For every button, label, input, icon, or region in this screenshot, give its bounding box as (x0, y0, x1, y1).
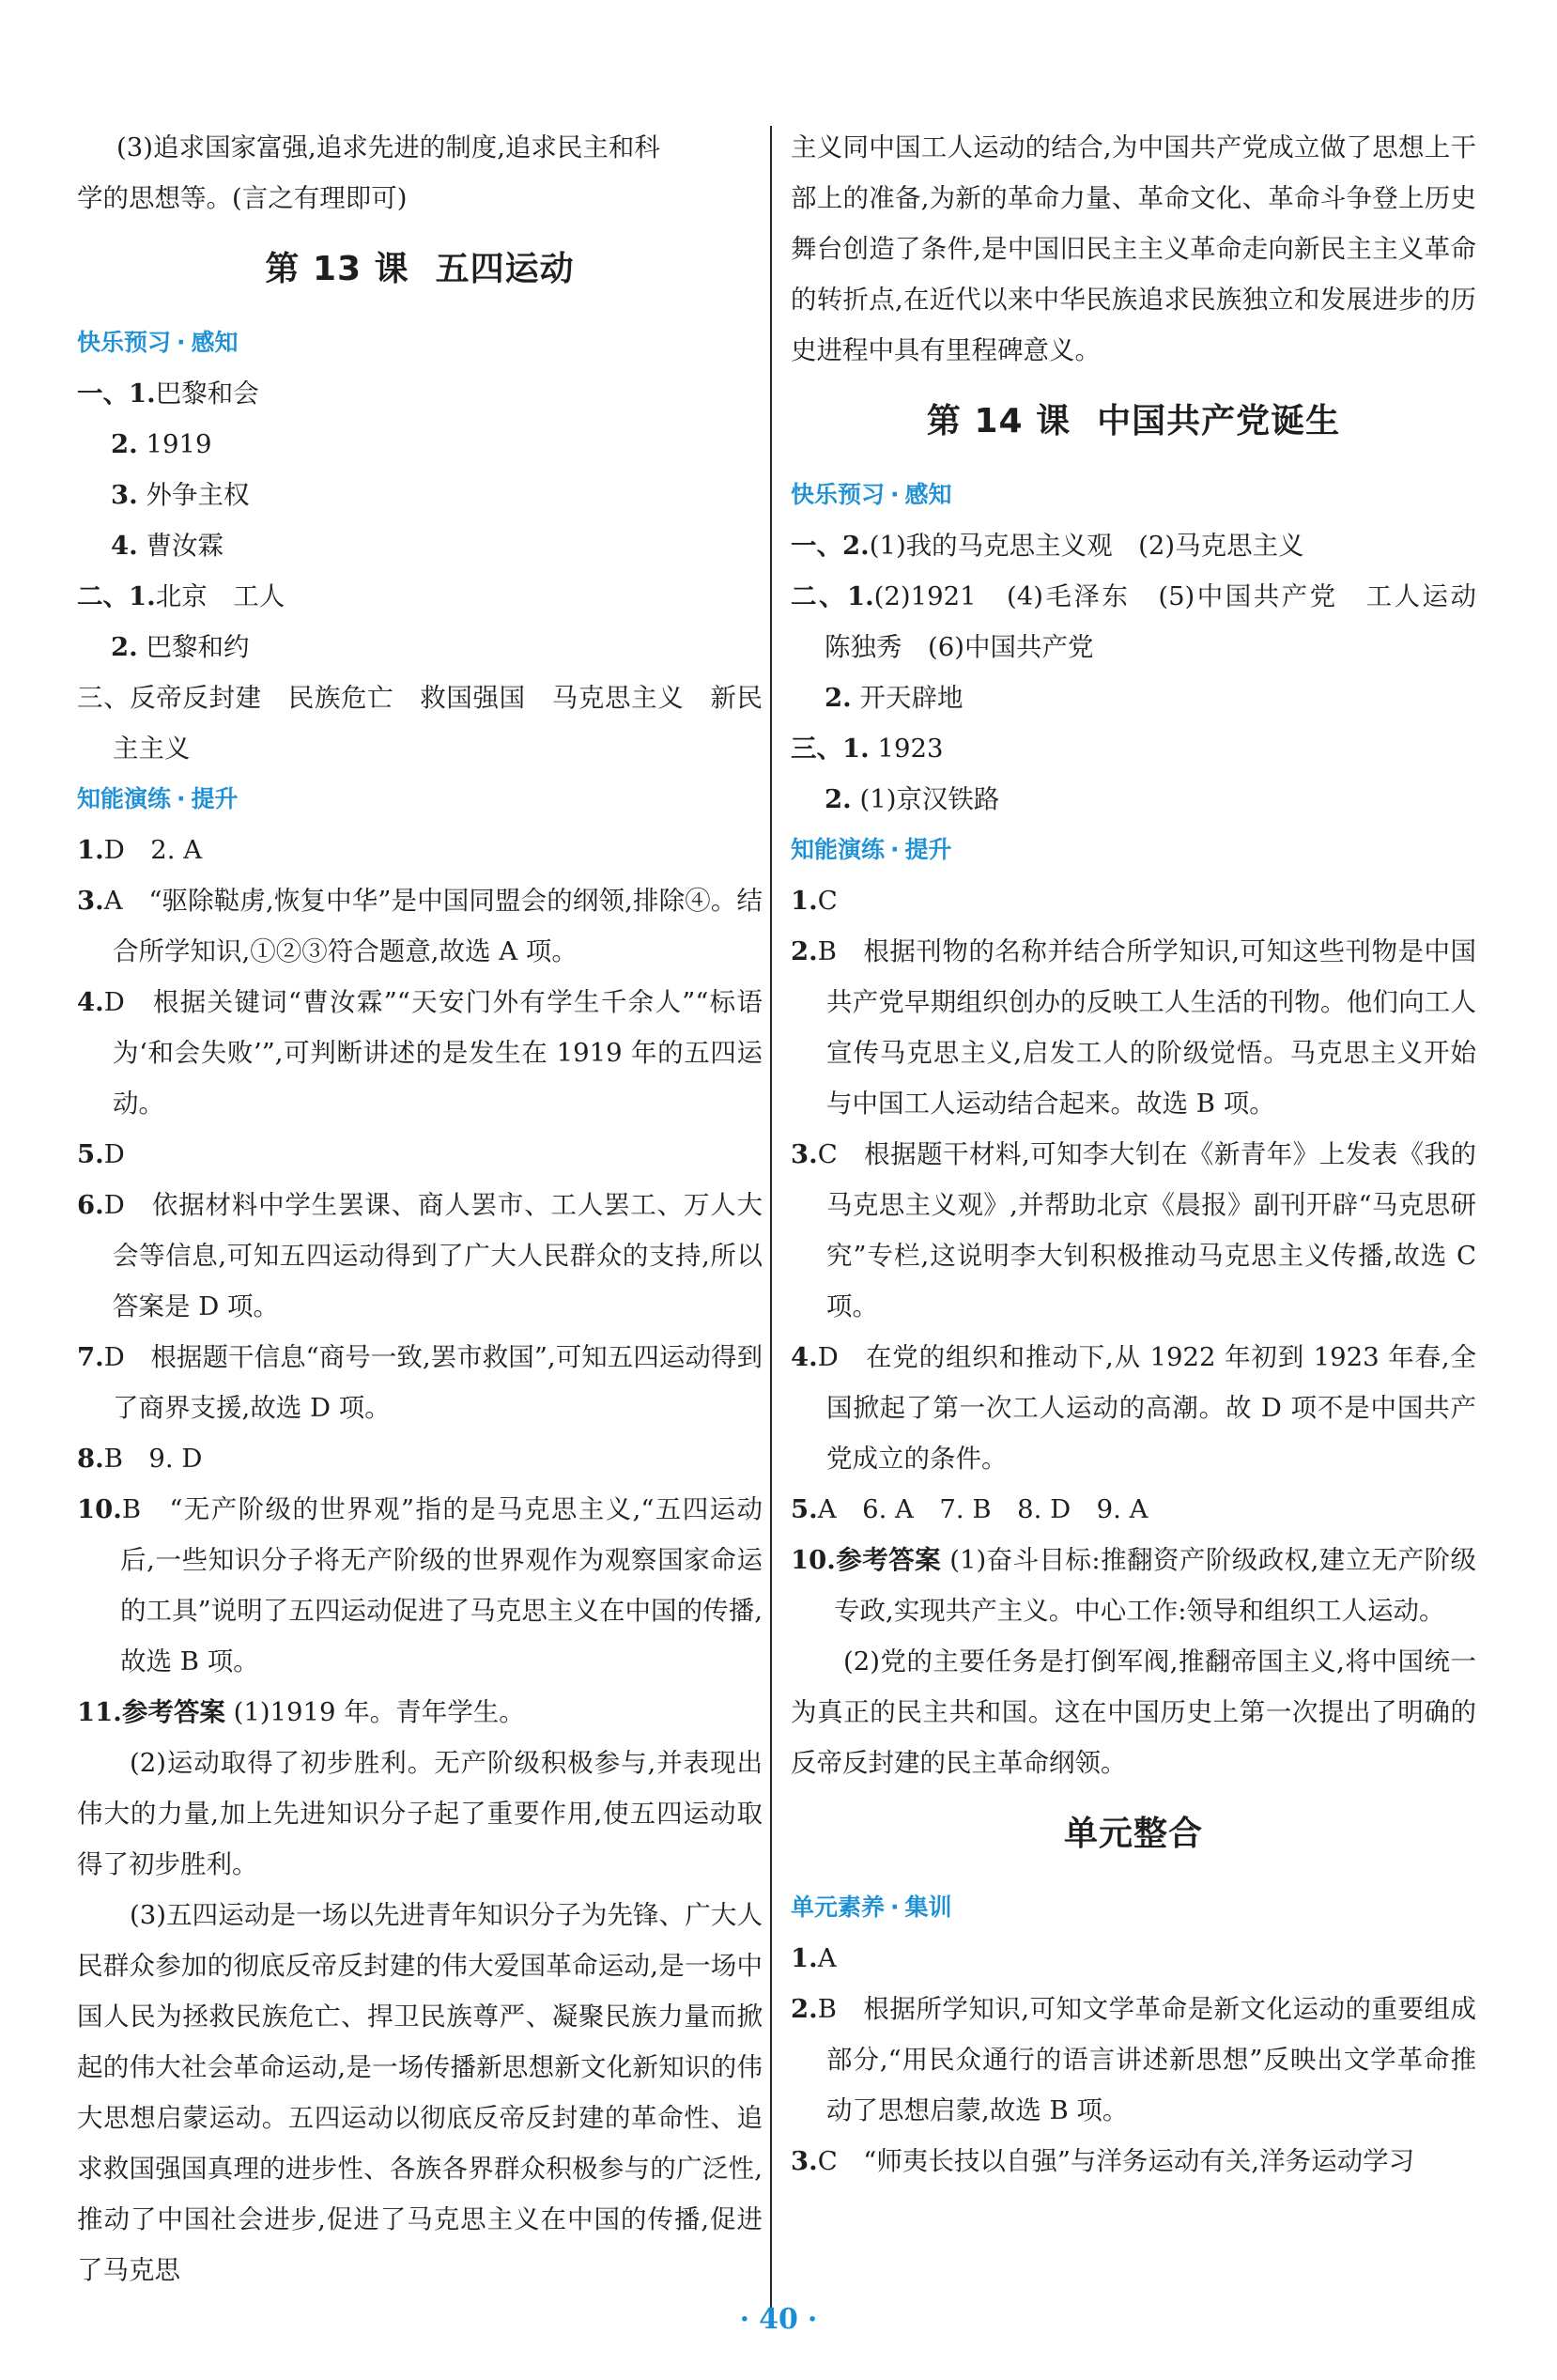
answer-paragraph: (3)五四运动是一场以先进青年知识分子为先锋、广大人民群众参加的彻底反帝反封建的伟大爱国革命运动,是一场中国人民为拯救民族危亡、捍卫民族尊严、凝聚民族力量而掀起的伟大社会革命运动,是一场传播新思想新文化新知识的伟大思想启蒙运动。五四运动以彻底反帝反封建的革命性、追求救国强国真理的进步性、各族各界群众积极参与的广泛性,推动了中国社会进步,促进了马克思主义在中国的传播,促进了马克思 (77, 1900, 763, 2285)
page-dot: · (807, 2303, 818, 2336)
lesson-13-number: 第 13 课 (265, 250, 409, 288)
section-name: 快乐预习 (791, 481, 886, 508)
list-item: 三、1. 1923 (791, 734, 944, 764)
answer-item: 5.A 6. A 7. B 8. D 9. A (791, 1494, 1148, 1524)
list-item: 一、1.巴黎和会 (77, 379, 259, 409)
section-dot: · (890, 481, 900, 508)
list-item: 2. 巴黎和约 (111, 632, 250, 662)
list-item: 一、2.(1)我的马克思主义观 (2)马克思主义 (791, 531, 1304, 561)
section-name: 快乐预习 (77, 329, 172, 356)
section-dot: · (177, 329, 186, 356)
continued-paragraph: 主义同中国工人运动的结合,为中国共产党成立做了思想上干部上的准备,为新的革命力量、革命文化、革命斗争登上历史舞台创造了条件,是中国旧民主主义革命走向新民主主义革命的转折点,在近代以来中华民族追求民族独立和发展进步的历史进程中具有里程碑意义。 (791, 132, 1476, 365)
lesson-14-number: 第 14 课 (926, 402, 1071, 440)
page-dot: · (739, 2303, 750, 2336)
section-sub: 提升 (904, 836, 952, 863)
lesson-13-answers (77, 825, 763, 2295)
unit-summary-title: 单元整合 (1063, 1815, 1203, 1853)
section-sub: 集训 (904, 1893, 952, 1921)
right-column (791, 122, 1503, 2187)
lesson-13-title (77, 242, 763, 297)
list-item: 2. 开天辟地 (825, 683, 963, 713)
lesson-14-answers (791, 875, 1476, 1788)
answer-item: 3.A “驱除鞑虏,恢复中华”是中国同盟会的纲领,排除④。结合所学知识,①②③符合题意,故选 A 项。 (77, 886, 763, 966)
section-sub: 提升 (191, 785, 239, 812)
column-divider (770, 126, 772, 2314)
section-sub: 感知 (904, 481, 952, 508)
list-item: 三、反帝反封建 民族危亡 救国强国 马克思主义 新民主主义 (77, 683, 763, 764)
section-practice-heading (791, 825, 1476, 875)
list-item: 2. 1919 (111, 429, 212, 459)
intro-line-2: 学的思想等。(言之有理即可) (77, 183, 408, 213)
section-preview-heading (77, 317, 763, 368)
section-name: 知能演练 (77, 785, 172, 812)
answer-item: 5.D (77, 1139, 125, 1169)
answer-item: 8.B 9. D (77, 1444, 203, 1474)
section-dot: · (177, 785, 186, 812)
answer-paragraph: (2)运动取得了初步胜利。无产阶级积极参与,并表现出伟大的力量,加上先进知识分子起了重要作用,使五四运动取得了初步胜利。 (77, 1748, 763, 1879)
section-preview-heading (791, 470, 1476, 520)
list-item: 二、1.北京 工人 (77, 581, 285, 611)
lesson-14-preview-items (791, 520, 1503, 825)
list-item: 3. 外争主权 (111, 480, 250, 510)
list-item: 4. 曹汝霖 (111, 531, 224, 561)
lesson-14-name: 中国共产党诞生 (1097, 402, 1341, 440)
answer-item: 4.D 根据关键词“曹汝霖”“天安门外有学生千余人”“标语为‘和会失败’”,可判断讲述的是发生在 1919 年的五四运动。 (77, 987, 763, 1119)
answer-item: 2.B 根据刊物的名称并结合所学知识,可知这些刊物是中国共产党早期组织创办的反映工人生活的刊物。他们向工人宣传马克思主义,启发工人的阶级觉悟。马克思主义开始与中国工人运动结合起来。故选 B 项。 (791, 936, 1476, 1119)
section-sub: 感知 (191, 329, 239, 356)
answer-item: 6.D 依据材料中学生罢课、商人罢市、工人罢工、万人大会等信息,可知五四运动得到了广大人民群众的支持,所以答案是 D 项。 (77, 1190, 763, 1321)
answer-item: 3.C “师夷长技以自强”与洋务运动有关,洋务运动学习 (791, 2146, 1415, 2176)
section-name: 知能演练 (791, 836, 886, 863)
section-dot: · (890, 1893, 900, 1921)
answer-item: 1.A (791, 1943, 837, 1973)
answer-item: 4.D 在党的组织和推动下,从 1922 年初到 1923 年春,全国掀起了第一次工人运动的高潮。故 D 项不是中国共产党成立的条件。 (791, 1342, 1476, 1474)
lesson-13-preview-items (77, 368, 763, 774)
answer-item: 1.C (791, 886, 838, 916)
answer-item: 10.B “无产阶级的世界观”指的是马克思主义,“五四运动后,一些知识分子将无产阶级的世界观作为观察国家命运的工具”说明了五四运动促进了马克思主义在中国的传播,故选 B 项。 (77, 1494, 763, 1677)
lesson-14-title (791, 394, 1476, 449)
page-number (0, 2303, 1557, 2336)
intro-line-1: (3)追求国家富强,追求先进的制度,追求民主和科 (116, 132, 660, 162)
left-column (77, 122, 763, 2295)
list-item: 二、1.(2)1921 (4)毛泽东 (5)中国共产党 工人运动 陈独秀 (6)中国共产党 (791, 581, 1503, 662)
answer-item: 11.参考答案 (1)1919 年。青年学生。 (77, 1697, 525, 1727)
answer-item: 7.D 根据题干信息“商号一致,罢市救国”,可知五四运动得到了商界支援,故选 D 项。 (77, 1342, 763, 1423)
list-item: 2. (1)京汉铁路 (825, 784, 1000, 814)
section-practice-heading (77, 774, 763, 825)
answer-paragraph: (2)党的主要任务是打倒军阀,推翻帝国主义,将中国统一为真正的民主共和国。这在中国历史上第一次提出了明确的反帝反封建的民主革命纲领。 (791, 1646, 1476, 1778)
lesson-13-name: 五四运动 (435, 250, 575, 288)
answer-item: 2.B 根据所学知识,可知文学革命是新文化运动的重要组成部分,“用民众通行的语言讲述新思想”反映出文学革命推动了思想启蒙,故选 B 项。 (791, 1994, 1476, 2125)
answer-item: 10.参考答案 (1)奋斗目标:推翻资产阶级政权,建立无产阶级专政,实现共产主义。中心工作:领导和组织工人运动。 (791, 1545, 1476, 1626)
section-unit-heading (791, 1882, 1476, 1933)
unit-answers (791, 1933, 1476, 2187)
answer-item: 1.D 2. A (77, 835, 203, 865)
section-name: 单元素养 (791, 1893, 886, 1921)
page-number-value: 40 (759, 2303, 798, 2336)
answer-item: 3.C 根据题干材料,可知李大钊在《新青年》上发表《我的马克思主义观》,并帮助北京《晨报》副刊开辟“马克思研究”专栏,这说明李大钊积极推动马克思主义传播,故选 C 项。 (791, 1139, 1476, 1321)
section-dot: · (890, 836, 900, 863)
